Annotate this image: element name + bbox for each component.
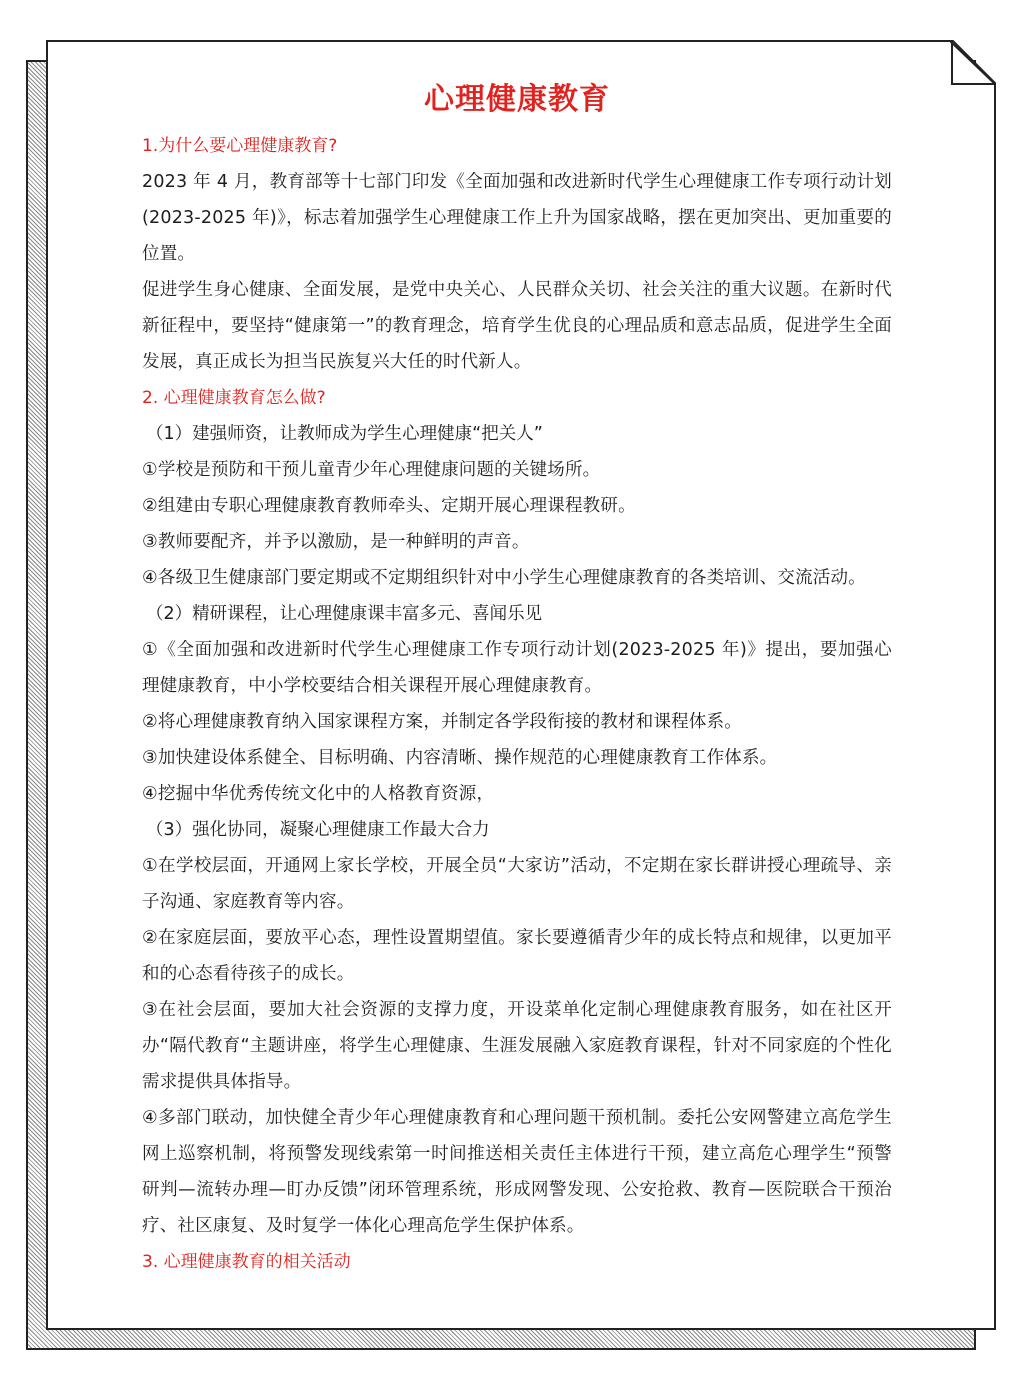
list-item: ①学校是预防和干预儿童青少年心理健康问题的关键场所。 [142, 460, 601, 480]
subsection-title: （3）强化协同，凝聚心理健康工作最大合力 [146, 820, 490, 840]
list-item: ③教师要配齐，并予以激励，是一种鲜明的声音。 [142, 532, 530, 552]
list-item: ④各级卫生健康部门要定期或不定期组织针对中小学生心理健康教育的各类培训、交流活动。 [142, 568, 866, 588]
list-item: ③加快建设体系健全、目标明确、内容清晰、操作规范的心理健康教育工作体系。 [142, 748, 778, 768]
list-item: ①《全面加强和改进新时代学生心理健康工作专项行动计划(2023-2025 年)》提出，要加强心理健康教育，中小学校要结合相关课程开展心理健康教育。 [142, 640, 892, 696]
folded-corner-icon [950, 40, 996, 86]
list-item: ①在学校层面，开通网上家长学校，开展全员“大家访”活动，不定期在家长群讲授心理疏导、亲子沟通、家庭教育等内容。 [142, 856, 892, 912]
document-content [142, 72, 892, 1280]
list-item: ④多部门联动，加快健全青少年心理健康教育和心理问题干预机制。委托公安网警建立高危学生网上巡察机制，将预警发现线索第一时间推送相关责任主体进行干预，建立高危心理学生“预警研判—流转办理—盯办反馈”闭环管理系统，形成网警发现、公安抢救、教育—医院联合干预治疗、社区康复、及时复学一体化心理高危学生保护体系。 [142, 1108, 892, 1236]
list-item: ②组建由专职心理健康教育教师牵头、定期开展心理课程教研。 [142, 496, 636, 516]
section-heading-why: 1.为什么要心理健康教育? [142, 136, 338, 156]
paragraph: 促进学生身心健康、全面发展，是党中央关心、人民群众关切、社会关注的重大议题。在新时代新征程中，要坚持“健康第一”的教育理念，培育学生优良的心理品质和意志品质，促进学生全面发展，真正成长为担当民族复兴大任的时代新人。 [142, 280, 892, 372]
subsection-title: （2）精研课程，让心理健康课丰富多元、喜闻乐见 [146, 604, 543, 624]
list-item: ②将心理健康教育纳入国家课程方案，并制定各学段衔接的教材和课程体系。 [142, 712, 742, 732]
section-heading-how: 2. 心理健康教育怎么做? [142, 388, 326, 408]
subsection-title: （1）建强师资，让教师成为学生心理健康“把关人” [146, 424, 543, 444]
paragraph: 2023 年 4 月，教育部等十七部门印发《全面加强和改进新时代学生心理健康工作专项行动计划(2023-2025 年)》，标志着加强学生心理健康工作上升为国家战略，摆在更加突出、更加重要的位置。 [142, 172, 892, 264]
list-item: ④挖掘中华优秀传统文化中的人格教育资源， [142, 784, 495, 804]
section-heading-activities: 3. 心理健康教育的相关活动 [142, 1252, 351, 1272]
list-item: ③在社会层面，要加大社会资源的支撑力度，开设菜单化定制心理健康教育服务，如在社区开办“隔代教育“主题讲座，将学生心理健康、生涯发展融入家庭教育课程，针对不同家庭的个性化需求提供具体指导。 [142, 1000, 892, 1092]
list-item: ②在家庭层面，要放平心态，理性设置期望值。家长要遵循青少年的成长特点和规律，以更加平和的心态看待孩子的成长。 [142, 928, 892, 984]
document-title: 心理健康教育 [424, 82, 610, 117]
